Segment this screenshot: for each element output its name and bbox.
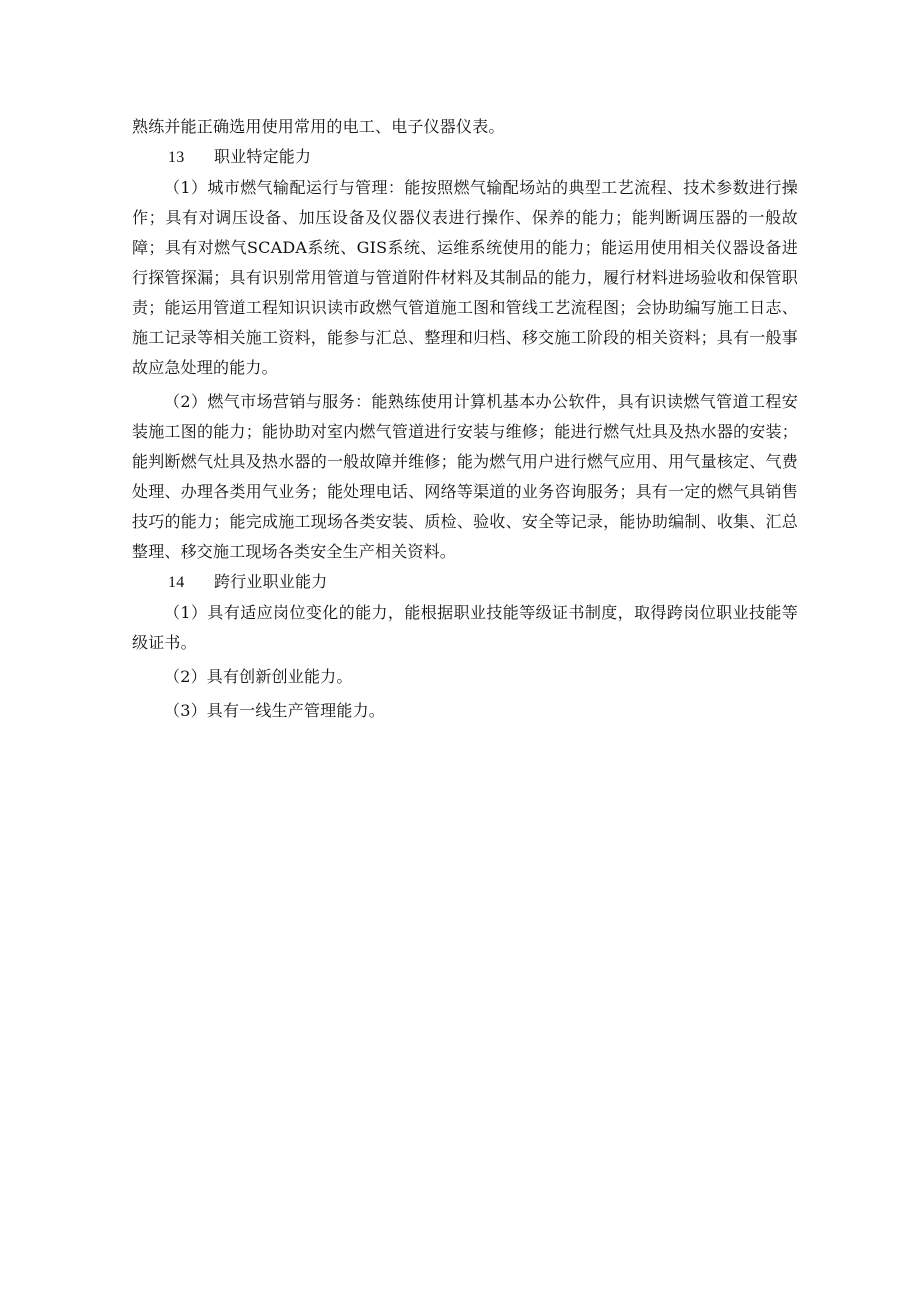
- section-number: 14: [168, 574, 185, 591]
- document-page: [132, 112, 798, 726]
- paragraph-adapt-ability: （1）具有适应岗位变化的能力，能根据职业技能等级证书制度，取得跨岗位职业技能等级证书。: [132, 603, 798, 652]
- paragraph-management: （3）具有一线生产管理能力。: [164, 701, 385, 720]
- paragraph-gas-marketing: （2）燃气市场营销与服务：能熟练使用计算机基本办公软件，具有识读燃气管道工程安装施工图的能力；能协助对室内燃气管道进行安装与维修；能进行燃气灶具及热水器的安装；能判断燃气灶具及热水器的一般故障并维修；能为燃气用户进行燃气应用、用气量核定、气费处理、办理各类用气业务；能处理电话、网络等渠道的业务咨询服务；具有一定的燃气具销售技巧的能力；能完成施工现场各类安装、质检、验收、安全等记录，能协助编制、收集、汇总整理、移交施工现场各类安全生产相关资料。: [132, 392, 798, 561]
- section-heading-14: [132, 567, 798, 598]
- section-heading-13: [132, 142, 798, 173]
- section-title: 跨行业职业能力: [214, 572, 328, 591]
- paragraph-gas-distribution: （1）城市燃气输配运行与管理：能按照燃气输配场站的典型工艺流程、技术参数进行操作；具有对调压设备、加压设备及仪器仪表进行操作、保养的能力；能判断调压器的一般故障；具有对燃气SCADA系统、GIS系统、运维系统使用的能力；能运用使用相关仪器设备进行探管探漏；具有识别常用管道与管道附件材料及其制品的能力，履行材料进场验收和保管职责；能运用管道工程知识识读市政燃气管道施工图和管线工艺流程图；会协助编写施工日志、施工记录等相关施工资料，能参与汇总、整理和归档、移交施工阶段的相关资料；具有一般事故应急处理的能力。: [132, 178, 798, 377]
- section-title: 职业特定能力: [214, 147, 312, 166]
- paragraph-innovation: （2）具有创新创业能力。: [164, 667, 353, 686]
- continuation-paragraph: 熟练并能正确选用使用常用的电工、电子仪器仪表。: [132, 117, 505, 136]
- section-number: 13: [168, 149, 185, 166]
